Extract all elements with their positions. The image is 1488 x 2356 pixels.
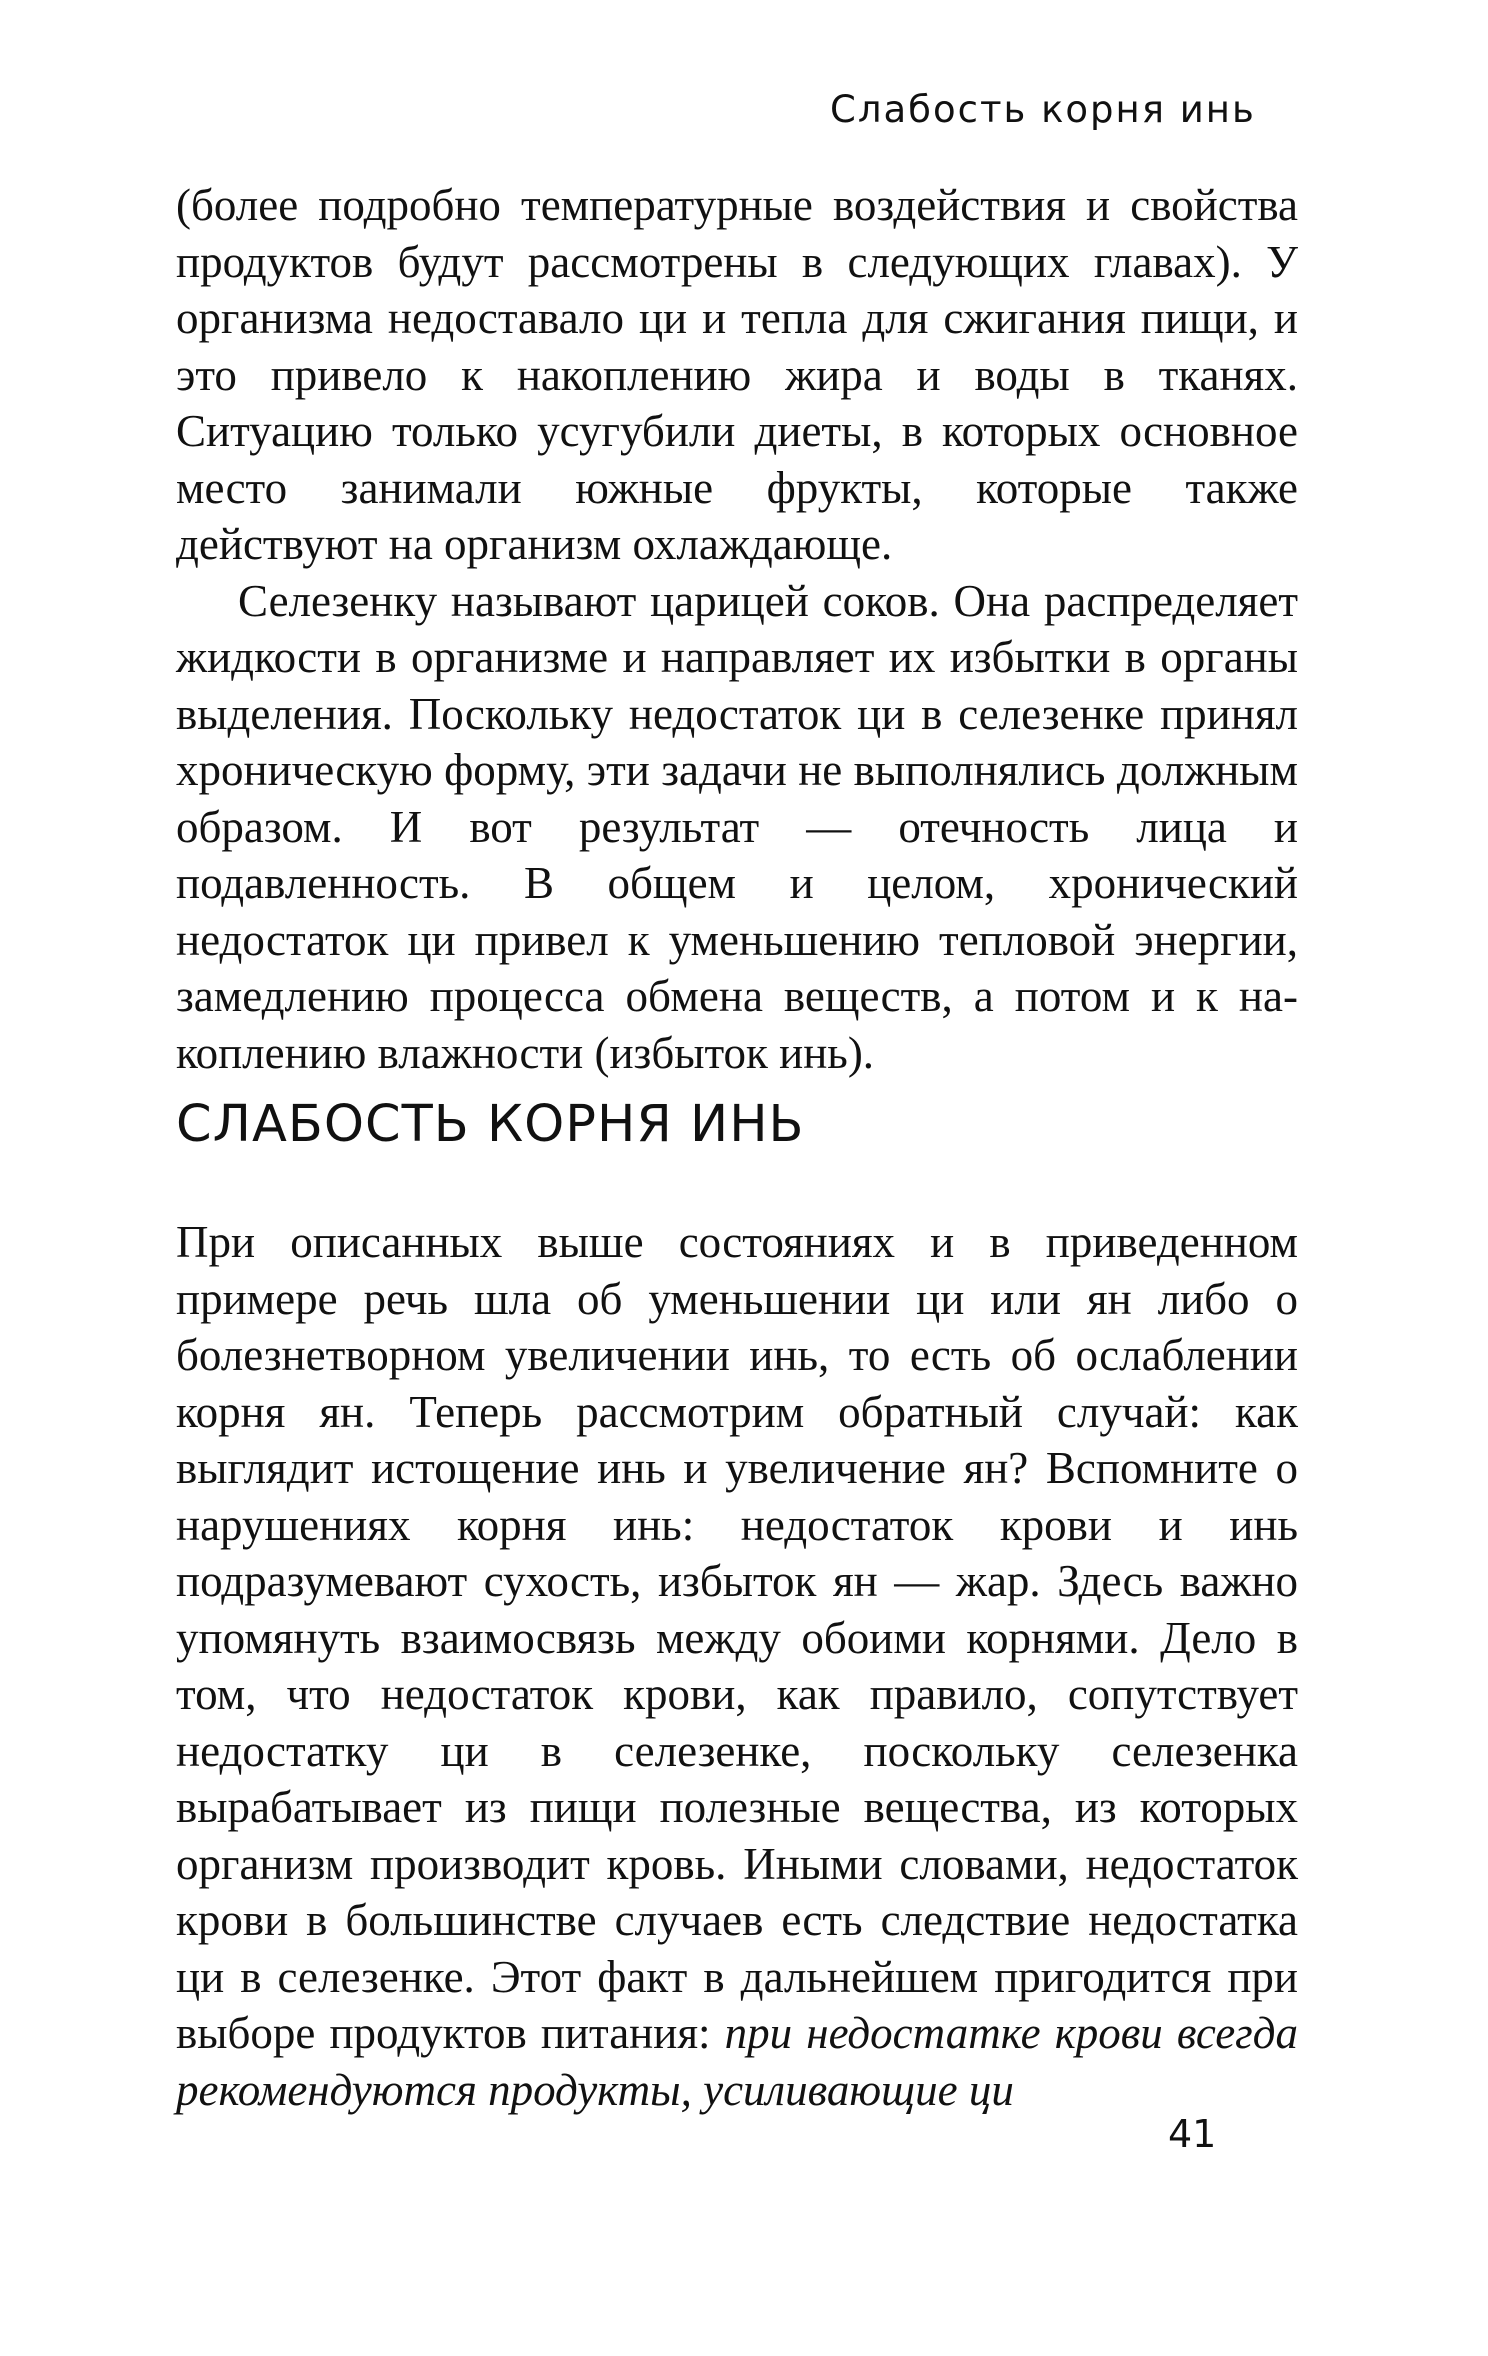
paragraph-1: (более подробно температурные воздействия и свойства продуктов будут рассмотрены в следующих главах). У организма недоставало ци и тепла для сжигания пищи, и это привело к накоплению жира и воды в тканях. Ситуацию только усугубили диеты, в которых основное место занимали южные фрукты, которые также действуют на организм охлаждающе.	[176, 180, 1298, 569]
body-text-top	[176, 177, 1298, 1081]
page-number: 41	[1168, 2112, 1217, 2156]
body-text-bottom	[176, 1214, 1298, 2118]
paragraph-3-italic: при недостатке крови всегда рекомендуются продукты, усиливающие ци	[176, 2008, 1298, 2115]
paragraph-3	[176, 1214, 1298, 2118]
section-heading: СЛАБОСТЬ КОРНЯ ИНЬ	[176, 1095, 805, 1154]
paragraph-3-text: При описанных выше состояниях и в приведенном примере речь шла об уменьшении ци или ян либо о болезнетворном увеличении инь, то есть об ослаблении корня ян. Теперь рассмотрим обратный случай: как выглядит истощение инь и увеличение ян? Вспомните о нарушениях корня инь: недостаток крови и инь подразумевают сухость, избыток ян — жар. Здесь важно упомянуть взаимосвязь между обоими корнями. Дело в том, что недостаток крови, как правило, сопутствует недостатку ци в селезенке, поскольку селезенка вырабатывает из пищи полезные вещества, из которых организм производит кровь. Иными словами, недостаток крови в большинстве случаев есть следствие недостатка ци в селезенке. Этот факт в дальнейшем пригодится при выборе продуктов питания:	[176, 1217, 1298, 2058]
running-head: Слабость корня инь	[830, 88, 1256, 131]
paragraph-2: Селезенку называют царицей соков. Она распределяет жидкости в организме и направляет их избытки в органы выделения. Поскольку недостаток ци в селезенке принял хроническую форму, эти задачи не выполнялись должным образом. И вот результат — отечность лица и подавленность. В общем и целом, хронический недостаток ци привел к уменьшению тепловой энергии, замедлению процесса обмена веществ, а потом и к накоплению влажности (избыток инь).	[176, 575, 1298, 1078]
